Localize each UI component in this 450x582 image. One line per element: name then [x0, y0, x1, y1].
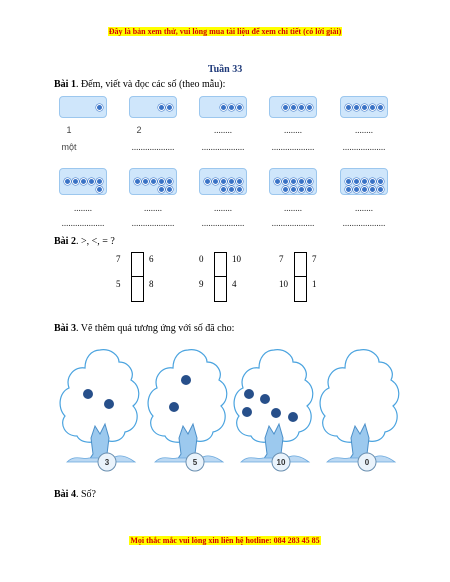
counting-dot: [96, 178, 103, 185]
number-answer: 2: [136, 125, 142, 135]
counting-dot: [220, 104, 227, 111]
counting-dot: [158, 178, 165, 185]
hotline-footer: Mọi thắc mắc vui lòng xin liên hệ hotline: 084 283 45 85: [130, 536, 320, 545]
counting-dot: [228, 186, 235, 193]
counting-dot: [361, 104, 368, 111]
number-answer: ........: [284, 203, 302, 213]
word-answer: ...................: [61, 218, 105, 228]
tree-illustration: [317, 346, 403, 474]
tree-number-label: 5: [192, 458, 198, 467]
dot-card: [129, 96, 177, 118]
preview-notice: Đây là bản xem thử, vui lòng mua tài liệu để xem chi tiết (có lời giải): [108, 27, 342, 36]
dot-card: [129, 168, 177, 195]
fruit: [260, 394, 270, 404]
word-answer: ...................: [201, 142, 245, 152]
counting-dot: [290, 178, 297, 185]
counting-dot: [88, 178, 95, 185]
counting-dot: [361, 186, 368, 193]
answer-box[interactable]: [131, 252, 144, 302]
counting-dot: [282, 104, 289, 111]
fruit: [271, 408, 281, 418]
number-answer: ........: [214, 125, 232, 135]
exercise-4-heading: Bài 4. Số?: [54, 489, 96, 500]
counting-dot: [290, 186, 297, 193]
tree-crown: [60, 350, 139, 443]
counting-dot: [228, 178, 235, 185]
answer-box[interactable]: [214, 252, 227, 302]
word-answer: ...................: [131, 218, 175, 228]
compare-left-number: 0: [199, 254, 204, 264]
word-answer: ...................: [271, 218, 315, 228]
compare-left-number: 9: [199, 279, 204, 289]
dot-card: [340, 96, 388, 118]
counting-dot: [298, 104, 305, 111]
fruit: [181, 375, 191, 385]
tree-crown: [320, 350, 399, 443]
dot-card: [199, 168, 247, 195]
compare-right-number: 10: [232, 254, 241, 264]
dot-card: [269, 96, 317, 118]
answer-box-divider: [132, 276, 143, 277]
counting-dot: [236, 178, 243, 185]
compare-right-number: 8: [149, 279, 154, 289]
word-answer: ...................: [342, 142, 386, 152]
counting-dot: [377, 104, 384, 111]
dot-card: [340, 168, 388, 195]
counting-dot: [166, 104, 173, 111]
counting-dot: [166, 186, 173, 193]
counting-dot: [298, 186, 305, 193]
counting-dot: [134, 178, 141, 185]
counting-dot: [204, 178, 211, 185]
compare-right-number: 7: [312, 254, 317, 264]
counting-dot: [96, 186, 103, 193]
counting-dot: [290, 104, 297, 111]
counting-dot: [345, 178, 352, 185]
word-answer: ...................: [271, 142, 315, 152]
counting-dot: [369, 178, 376, 185]
number-answer: ........: [214, 203, 232, 213]
dot-card: [269, 168, 317, 195]
number-answer: 1: [66, 125, 72, 135]
number-answer: ........: [74, 203, 92, 213]
counting-dot: [282, 186, 289, 193]
counting-dot: [282, 178, 289, 185]
counting-dot: [345, 186, 352, 193]
answer-box[interactable]: [294, 252, 307, 302]
tree-crown: [148, 350, 227, 443]
counting-dot: [353, 104, 360, 111]
dot-card: [59, 168, 107, 195]
number-answer: ........: [144, 203, 162, 213]
counting-dot: [345, 104, 352, 111]
counting-dot: [353, 178, 360, 185]
tree-illustration: [231, 346, 317, 474]
compare-left-number: 5: [116, 279, 121, 289]
compare-right-number: 6: [149, 254, 154, 264]
word-answer: ...................: [201, 218, 245, 228]
counting-dot: [220, 186, 227, 193]
fruit: [169, 402, 179, 412]
counting-dot: [72, 178, 79, 185]
exercise-2-heading: Bài 2. >, <, = ?: [54, 236, 115, 247]
number-answer: ........: [355, 125, 373, 135]
counting-dot: [306, 104, 313, 111]
number-answer: ........: [355, 203, 373, 213]
tree-number-label: 10: [276, 458, 286, 467]
counting-dot: [228, 104, 235, 111]
counting-dot: [80, 178, 87, 185]
fruit: [242, 407, 252, 417]
counting-dot: [274, 178, 281, 185]
compare-right-number: 4: [232, 279, 237, 289]
tree-number-label: 0: [364, 458, 370, 467]
tree-illustration: [57, 346, 143, 474]
counting-dot: [306, 178, 313, 185]
counting-dot: [166, 178, 173, 185]
fruit: [244, 389, 254, 399]
fruit: [83, 389, 93, 399]
dot-card: [199, 96, 247, 118]
fruit: [104, 399, 114, 409]
counting-dot: [236, 104, 243, 111]
counting-dot: [361, 178, 368, 185]
compare-left-number: 7: [279, 254, 284, 264]
counting-dot: [369, 186, 376, 193]
word-answer: một: [61, 142, 77, 152]
counting-dot: [377, 186, 384, 193]
counting-dot: [298, 178, 305, 185]
page-title: Tuần 33: [207, 64, 243, 75]
compare-left-number: 7: [116, 254, 121, 264]
tree-number-label: 3: [104, 458, 110, 467]
counting-dot: [150, 178, 157, 185]
dot-card: [59, 96, 107, 118]
answer-box-divider: [295, 276, 306, 277]
counting-dot: [212, 178, 219, 185]
counting-dot: [158, 186, 165, 193]
word-answer: ...................: [131, 142, 175, 152]
counting-dot: [236, 186, 243, 193]
compare-left-number: 10: [279, 279, 288, 289]
counting-dot: [306, 186, 313, 193]
counting-dot: [369, 104, 376, 111]
fruit: [288, 412, 298, 422]
counting-dot: [64, 178, 71, 185]
exercise-1-heading: Bài 1. Đếm, viết và đọc các số (theo mẫu):: [54, 79, 226, 90]
compare-right-number: 1: [312, 279, 317, 289]
number-answer: ........: [284, 125, 302, 135]
counting-dot: [96, 104, 103, 111]
counting-dot: [220, 178, 227, 185]
exercise-3-heading: Bài 3. Vẽ thêm quả tương ứng với số đã cho:: [54, 323, 235, 334]
answer-box-divider: [215, 276, 226, 277]
word-answer: ...................: [342, 218, 386, 228]
counting-dot: [377, 178, 384, 185]
tree-illustration: [145, 346, 231, 474]
counting-dot: [142, 178, 149, 185]
counting-dot: [158, 104, 165, 111]
counting-dot: [353, 186, 360, 193]
